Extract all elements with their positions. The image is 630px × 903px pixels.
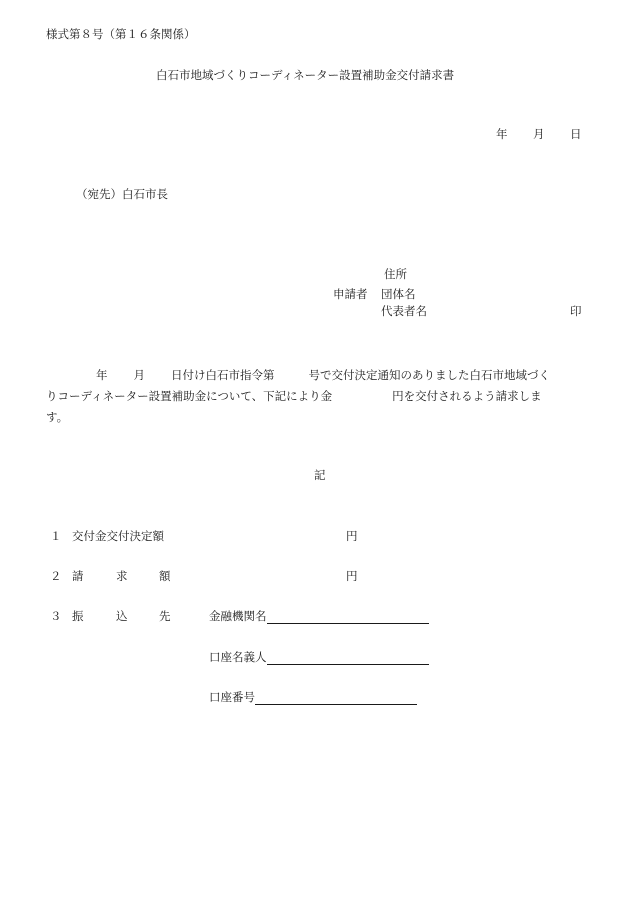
date-day: 日 [570,127,582,141]
document-title: 白石市地域づくりコーディネーター設置補助金交付請求書 [156,68,455,82]
date-year: 年 [496,127,508,141]
body-year: 年 [96,368,108,382]
ki-mark: 記 [314,468,326,482]
item-1-label: 交付金交付決定額 [72,529,164,543]
item-2-label-char-1: 請 [72,569,84,583]
body-line2a: りコーディネーター設置補助金について、下記により金 [46,389,333,403]
account-number-field[interactable] [255,691,417,705]
item-3-number: ３ [50,609,62,623]
account-holder-label: 口座名義人 [209,650,267,664]
body-day-issue: 日付け白石市指令第 [171,368,275,382]
bank-name-field[interactable] [267,610,429,624]
body-line2b: 円を交付されるよう請求しま [392,389,542,403]
request-body [46,365,594,428]
representative-label: 代表者名 [381,304,427,318]
body-number: 号で交付決定通知のありました白石市地域づく [308,368,550,382]
bank-name-row [209,608,429,624]
seal-mark: 印 [570,304,582,318]
item-2-number: ２ [50,569,62,583]
item-1-number: １ [50,529,62,543]
account-holder-field[interactable] [267,651,429,665]
item-3-label-char-3: 先 [159,609,171,623]
item-3-label-char-1: 振 [72,609,84,623]
account-number-label: 口座番号 [209,690,255,704]
item-3-label-char-2: 込 [116,609,128,623]
form-number: 様式第８号（第１６条関係） [46,27,196,41]
applicant-label: 申請者 [333,287,368,301]
group-name-label: 団体名 [381,287,416,301]
addressee: （宛先）白石市長 [76,187,168,201]
account-holder-row [209,649,429,665]
date-month: 月 [533,127,545,141]
account-number-row [209,689,417,705]
item-1-unit: 円 [346,529,358,543]
item-2-label-char-3: 額 [159,569,171,583]
body-month: 月 [133,368,145,382]
item-2-unit: 円 [346,569,358,583]
item-2-label-char-2: 求 [116,569,128,583]
body-line3: す。 [46,410,69,424]
address-label: 住所 [384,267,407,281]
bank-name-label: 金融機関名 [209,609,267,623]
